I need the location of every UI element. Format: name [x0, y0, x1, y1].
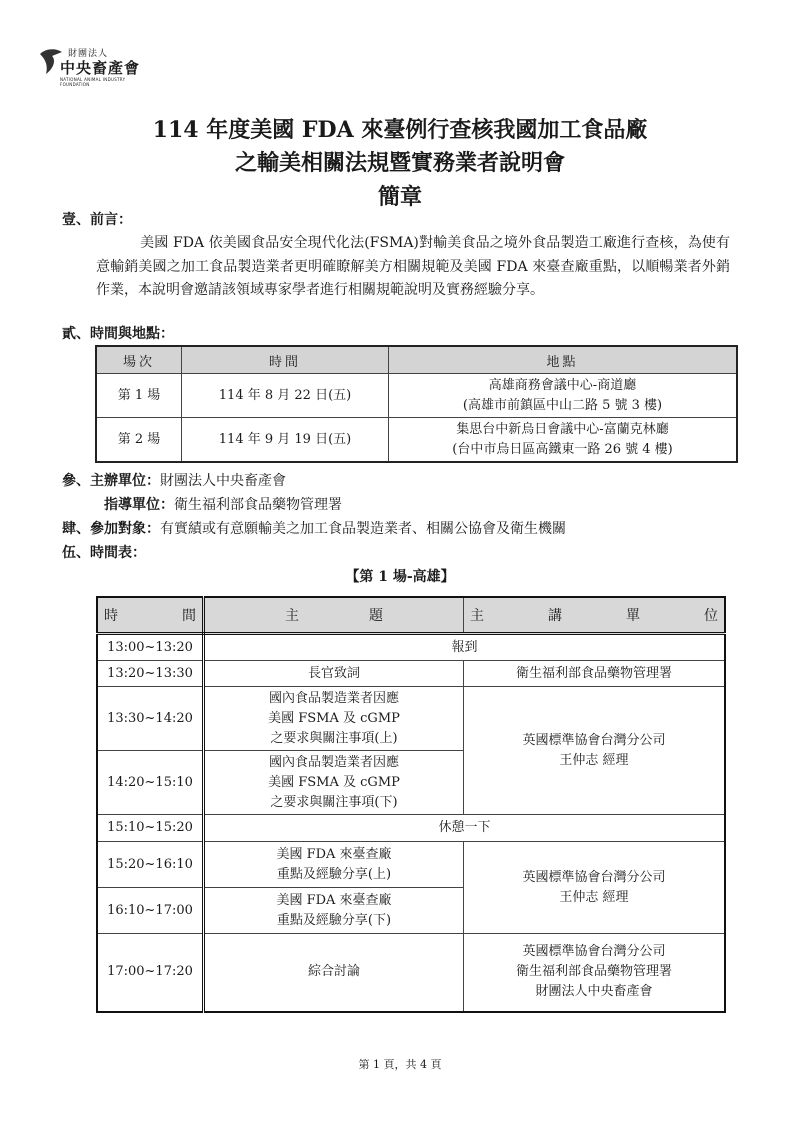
topic-cell: 美國 FDA 來臺查廠 重點及經驗分享(下)	[204, 888, 464, 934]
venue-date: 114 年 8 月 22 日(五)	[182, 374, 389, 418]
venue-row	[96, 418, 737, 463]
logo-name: 中央畜產會	[60, 59, 141, 77]
supervisor-text: 衛生福利部食品藥物管理署	[174, 497, 342, 513]
topic-cell: 綜合討論	[204, 934, 464, 1012]
table-row	[97, 842, 725, 888]
topic-cell: 國內食品製造業者因應 美國 FSMA 及 cGMP 之要求與關注事項(上)	[204, 687, 464, 751]
speaker-cell: 英國標準協會台灣分公司 王仲志 經理	[464, 842, 726, 934]
table-row	[97, 934, 725, 1012]
title-line-2: 之輸美相關法規暨實務業者說明會	[234, 150, 565, 176]
venue-place: 集思台中新烏日會議中心-富蘭克林廳 (台中市烏日區高鐵東一路 26 號 4 樓)	[389, 418, 738, 463]
time-cell: 13:30~14:20	[97, 687, 204, 751]
venue-header-place: 地點	[389, 346, 738, 374]
topic-cell: 長官致詞	[204, 661, 464, 687]
break-cell: 休憩一下	[204, 815, 726, 842]
topic-cell: 美國 FDA 來臺查廠 重點及經驗分享(上)	[204, 842, 464, 888]
title-line-3: 簡章	[377, 184, 422, 210]
header-speaker: 主 講 單 位	[464, 597, 726, 634]
venue-place: 高雄商務會議中心-商道廳 (高雄市前鎮區中山二路 5 號 3 樓)	[389, 374, 738, 418]
speaker-cell: 英國標準協會台灣分公司 衛生福利部食品藥物管理署 財團法人中央畜產會	[464, 934, 726, 1012]
logo	[38, 44, 148, 87]
table-row	[97, 687, 725, 751]
venue-header-time: 時間	[182, 346, 389, 374]
schedule-table	[96, 596, 726, 1013]
section-organizer: 參、主辦單位：財團法人中央畜產會	[62, 473, 286, 489]
time-cell: 15:20~16:10	[97, 842, 204, 888]
checkin-cell: 報到	[204, 634, 726, 661]
table-row	[97, 634, 725, 661]
venue-table	[95, 345, 738, 463]
venue-session: 第 1 場	[96, 374, 182, 418]
venue-date: 114 年 9 月 19 日(五)	[182, 418, 389, 463]
intro-paragraph	[96, 232, 730, 303]
participants-text: 有實績或有意願輸美之加工食品製造業者、相關公協會及衛生機關	[160, 521, 566, 537]
header-topic: 主 題	[204, 597, 464, 634]
organizer-text: 財團法人中央畜產會	[160, 473, 286, 489]
table-row	[97, 815, 725, 842]
section-intro-heading: 壹、前言：	[62, 212, 132, 228]
speaker-cell: 英國標準協會台灣分公司 王仲志 經理	[464, 687, 726, 815]
schedule-header-row	[97, 597, 725, 634]
section-time-place-heading: 貳、時間與地點：	[62, 326, 174, 342]
time-cell: 17:00~17:20	[97, 934, 204, 1012]
intro-text: 美國 FDA 依美國食品安全現代化法(FSMA)對輸美食品之境外食品製造工廠進行查核，為使有意輸銷美國之加工食品製造業者更明確瞭解美方相關規範及美國 FDA 來臺查廠重點，以順暢業者外銷作業，本說明會邀請該領域專家學者進行相關規範說明及實務經驗分享。	[96, 235, 730, 298]
venue-header-session: 場次	[96, 346, 182, 374]
logo-small-text: 財團法人	[68, 49, 109, 59]
speaker-cell: 衛生福利部食品藥物管理署	[464, 661, 726, 687]
logo-english: NATIONAL ANIMAL INDUSTRY FOUNDATION	[60, 77, 126, 87]
section-supervisor: 指導單位：衛生福利部食品藥物管理署	[104, 497, 342, 513]
section-schedule-heading: 伍、時間表：	[62, 545, 146, 561]
title-line-1: 114 年度美國 FDA 來臺例行查核我國加工食品廠	[152, 117, 648, 143]
time-cell: 15:10~15:20	[97, 815, 204, 842]
section-participants: 肆、參加對象：有實績或有意願輸美之加工食品製造業者、相關公協會及衛生機關	[62, 521, 566, 537]
time-cell: 14:20~15:10	[97, 751, 204, 815]
venue-header-row	[96, 346, 737, 374]
topic-cell: 國內食品製造業者因應 美國 FSMA 及 cGMP 之要求與關注事項(下)	[204, 751, 464, 815]
time-cell: 13:20~13:30	[97, 661, 204, 687]
session-title: 【第 1 場-高雄】	[345, 569, 455, 585]
venue-session: 第 2 場	[96, 418, 182, 463]
page-footer: 第 1 頁，共 4 頁	[358, 1058, 442, 1071]
table-row	[97, 661, 725, 687]
time-cell: 13:00~13:20	[97, 634, 204, 661]
venue-row	[96, 374, 737, 418]
time-cell: 16:10~17:00	[97, 888, 204, 934]
header-time: 時 間	[97, 597, 204, 634]
